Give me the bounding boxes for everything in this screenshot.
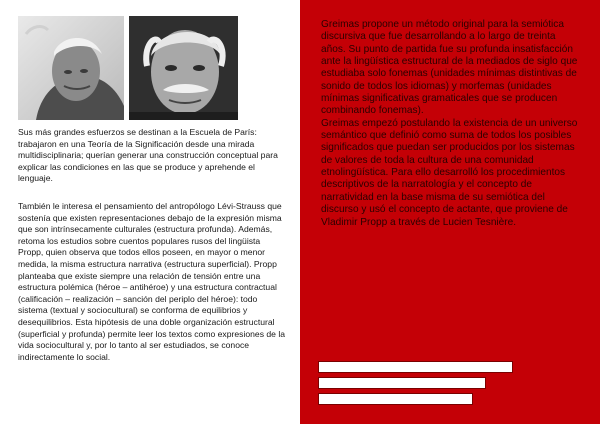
blank-bar-3	[318, 393, 473, 405]
left-paragraph-2: También le interesa el pensamiento del antropólogo Lévi-Strauss que sostenía que existen representaciones debajo de la expresión misma que son intrínsecamente culturales (estructura profunda). Además, retoma los estudios sobre cuentos populares rusos del lingüista Propp, quien observa que todos ellos poseen, en mayor o menor medida, la misma estructura narrativa (estructura superficial). Propp planteaba que existe siempre una relación de tensión entre una estructura polémica (héroe – antihéroe) y una estructura contractual (calificación – realización – sanción del periplo del héroe): todo sistema (textual y sociocultural) se conforma de equilibrios y desequilibrios. Esta hipótesis de una doble organización estructural (superficial y profunda) permite leer los textos como expresiones de la vida sociocultural y, por lo tanto al ser estudiados, se conoce indirectamente lo social.	[18, 201, 286, 362]
blank-bar-1	[318, 361, 513, 373]
left-paragraph-1: Sus más grandes esfuerzos se destinan a la Escuela de París: trabajaron en una Teoría de la Significación desde una mirada multidisciplinaria; querían generar una construcción conceptual para explicar las condiciones en las que se produce y aprehende el lenguaje.	[18, 127, 278, 184]
right-paragraph-2: Greimas empezó postulando la existencia de un universo semántico que definió como suma de todos los posibles significados que puedan ser producidos por los sistemas de valores de toda la cultura de una comunidad etnolingüística. Para ello desarrolló los procedimientos descriptivos de la narratología y el concepto de narratividad en la base misma de su semiótica del discurso y usó el concepto de actante, que proviene de Vladimir Propp a través de Lucien Tesnière.	[321, 117, 578, 228]
portrait-photo-left	[18, 16, 124, 120]
right-paragraph-1: Greimas propone un método original para la semiótica discursiva que fue desarrollando a lo largo de treinta años. Su punto de partida fue su profunda insatisfacción ante la lingüística estructural de la mediados de siglo que estudiaba solo fonemas (unidades mínimas distintivas de sonido de todos los idiomas) y morfemas (unidades mínimas significativas gramaticales que se producen combinando fonemas).	[321, 19, 578, 117]
right-text-block	[321, 19, 583, 229]
portrait-photo-right	[129, 16, 238, 120]
blank-bar-2	[318, 377, 486, 389]
